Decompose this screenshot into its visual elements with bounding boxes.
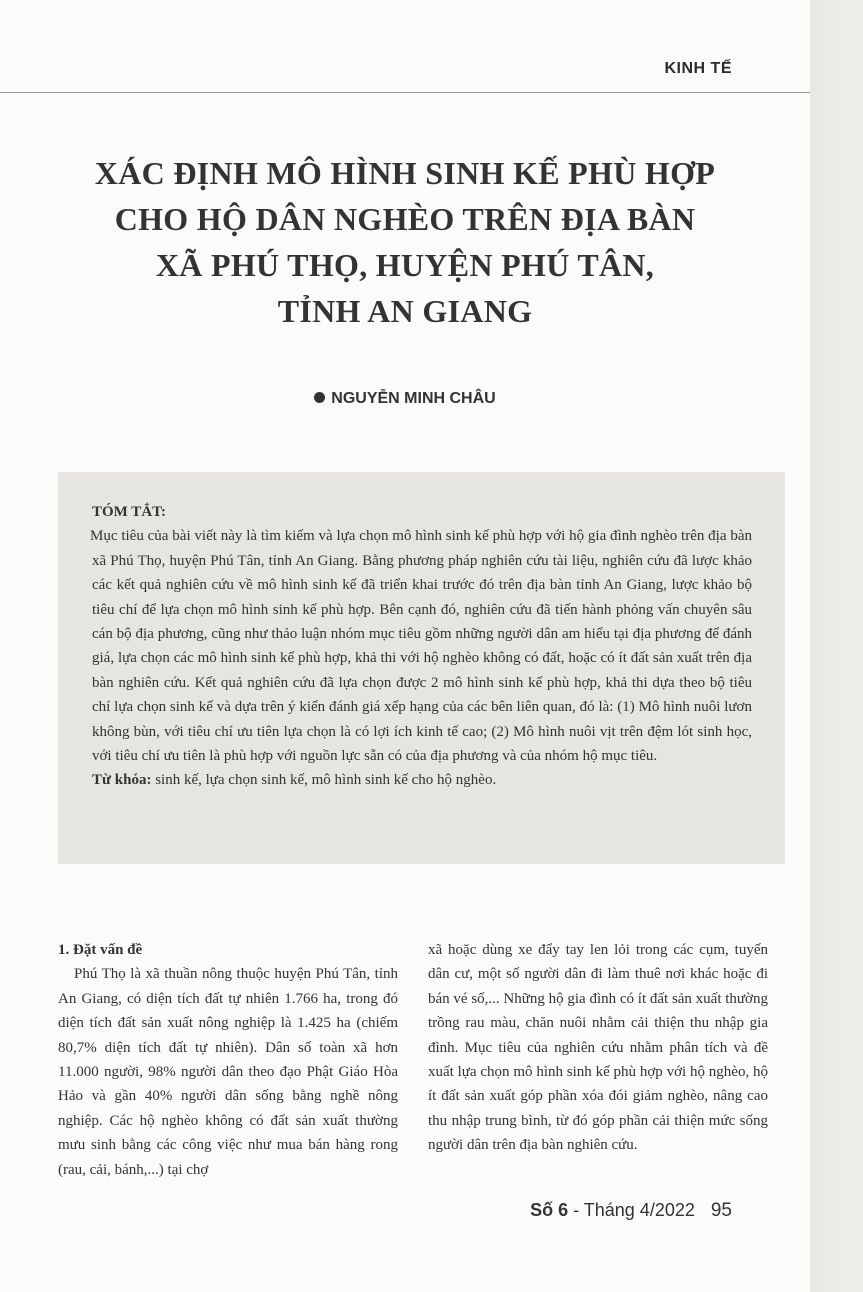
abstract-box	[58, 472, 785, 864]
title-line-4: TỈNH AN GIANG	[277, 293, 533, 329]
bullet-dot-icon	[314, 392, 325, 403]
section-paragraph-right: xã hoặc dùng xe đẩy tay len lỏi trong các cụm, tuyến dân cư, một số người dân đi làm thuê nơi khác hoặc đi bán vé số,... Những hộ gia đình có ít đất sản xuất thường trồng rau màu, chăn nuôi nhằm cải thiện thu nhập gia đình. Mục tiêu của nghiên cứu nhằm phân tích và đề xuất lựa chọn mô hình sinh kế phù hợp với hộ nghèo, hộ ít đất sản xuất góp phần xóa đói giảm nghèo, nâng cao thu nhập trung bình, từ đó góp phần cải thiện mức sống người dân trên địa bàn nghiên cứu.	[428, 942, 768, 1154]
keywords-text: sinh kế, lựa chọn sinh kế, mô hình sinh kế cho hộ nghèo.	[151, 772, 497, 789]
issue-number: Số 6	[530, 1200, 569, 1220]
issue-date: - Tháng 4/2022	[568, 1200, 695, 1220]
author-name: NGUYỄN MINH CHÂU	[331, 390, 496, 407]
column-right	[428, 938, 768, 1158]
article-title	[60, 150, 750, 334]
header-rule	[0, 92, 810, 93]
title-line-2: CHO HỘ DÂN NGHÈO TRÊN ĐỊA BÀN	[114, 201, 696, 237]
abstract-heading: TÓM TẮT:	[92, 504, 167, 520]
title-line-3: XÃ PHÚ THỌ, HUYỆN PHÚ TÂN,	[155, 247, 655, 283]
column-left	[58, 938, 398, 1182]
author-line	[0, 390, 810, 408]
abstract-body: Mục tiêu của bài viết này là tìm kiếm và lựa chọn mô hình sinh kế phù hợp với hộ gia đình nghèo trên địa bàn xã Phú Thọ, huyện Phú Tân, tỉnh An Giang. Bằng phương pháp nghiên cứu tài liệu, nghiên cứu đã lược khảo các kết quả nghiên cứu về mô hình sinh kế đã triển khai trước đó trên địa bàn tỉnh An Giang, lược khảo bộ tiêu chí để lựa chọn mô hình sinh kế phù hợp. Bên cạnh đó, nghiên cứu đã tiến hành phỏng vấn chuyên sâu cán bộ địa phương, cũng như thảo luận nhóm mục tiêu gồm những người dân am hiểu tại địa phương để đánh giá, lựa chọn các mô hình sinh kế phù hợp, khả thi với hộ nghèo không có đất, hoặc có ít đất sản xuất trên địa bàn nghiên cứu. Kết quả nghiên cứu đã lựa chọn được 2 mô hình sinh kế phù hợp, khả thi dựa theo bộ tiêu chí lựa chọn sinh kế và dựa trên ý kiến đánh giá xếp hạng của các bên liên quan, đó là: (1) Mô hình nuôi lươn không bùn, với tiêu chí ưu tiên lựa chọn là có lợi ích kinh tế cao; (2) Mô hình nuôi vịt trên đệm lót sinh học, với tiêu chí ưu tiên là phù hợp với nguồn lực sẵn có của địa phương và của nhóm hộ mục tiêu.	[90, 528, 752, 765]
abstract-content	[92, 500, 752, 793]
section-heading: 1. Đặt vấn đề	[58, 942, 143, 958]
keywords-line	[92, 768, 752, 792]
scan-margin	[810, 0, 863, 1292]
title-line-1: XÁC ĐỊNH MÔ HÌNH SINH KẾ PHÙ HỢP	[94, 155, 716, 191]
page-footer	[530, 1200, 732, 1222]
section-paragraph-left: Phú Thọ là xã thuần nông thuộc huyện Phú Tân, tỉnh An Giang, có diện tích đất tự nhiên 1.766 ha, trong đó diện tích đất sản xuất nông nghiệp là 1.425 ha (chiếm 80,7% diện tích đất tự nhiên). Dân số toàn xã hơn 11.000 người, 98% người dân theo đạo Phật Giáo Hòa Hảo và gần 40% người dân sống bằng nghề nông nghiệp. Các hộ nghèo không có đất sản xuất thường mưu sinh bằng các công việc như mua bán hàng rong (rau, cải, bánh,...) tại chợ	[58, 966, 398, 1178]
page-number: 95	[710, 1200, 732, 1221]
section-label: KINH TẾ	[664, 60, 732, 77]
keywords-label: Từ khóa:	[92, 772, 152, 789]
